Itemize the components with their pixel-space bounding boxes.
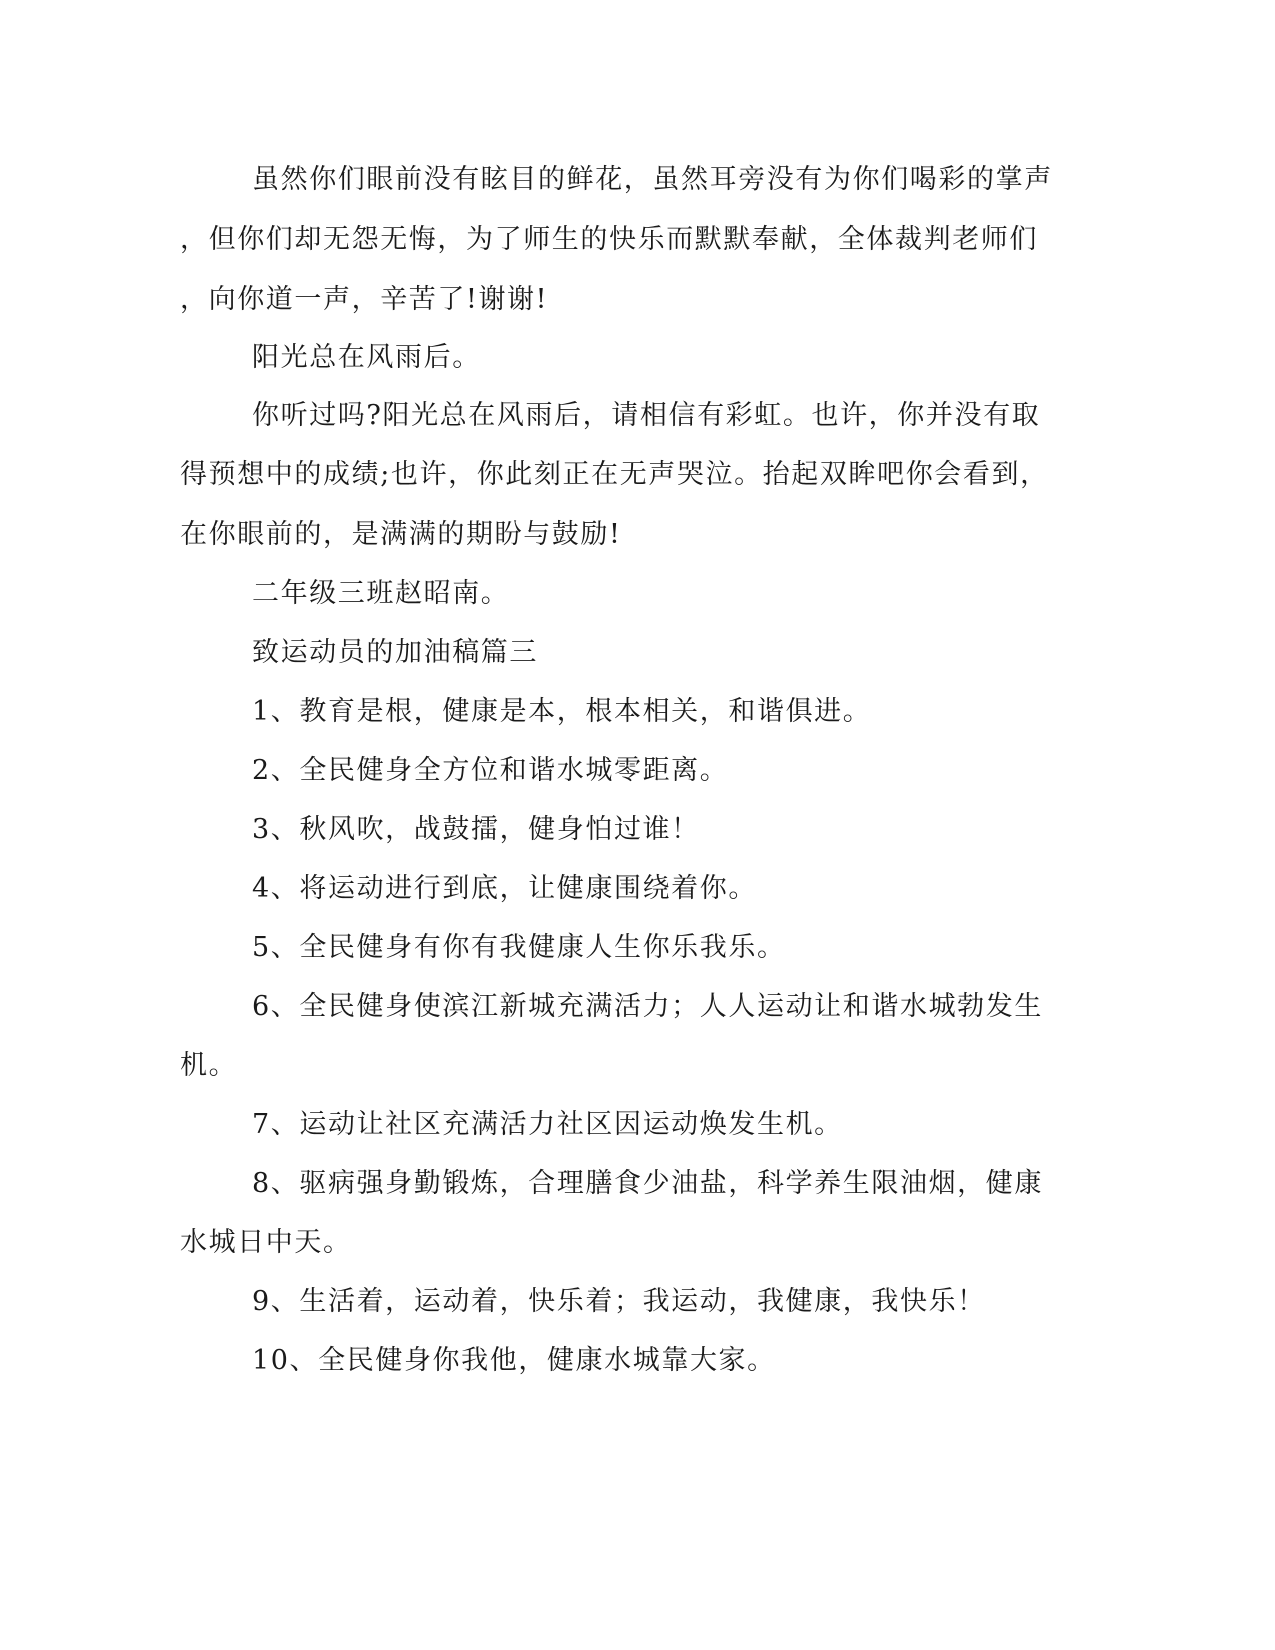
paragraph-line: ，但你们却无怨无悔，为了师生的快乐而默默奉献，全体裁判老师们	[180, 224, 1038, 255]
paragraph-line: 在你眼前的，是满满的期盼与鼓励!	[180, 519, 622, 550]
paragraph-line: 你听过吗?阳光总在风雨后，请相信有彩虹。也许，你并没有取	[252, 400, 1041, 431]
paragraph-line: 阳光总在风雨后。	[252, 342, 481, 373]
list-item: 4、将运动进行到底，让健康围绕着你。	[252, 873, 757, 904]
list-item: 10、全民健身你我他，健康水城靠大家。	[252, 1345, 776, 1376]
paragraph-line: 虽然你们眼前没有眩目的鲜花，虽然耳旁没有为你们喝彩的掌声	[252, 164, 1053, 195]
paragraph-line: 二年级三班赵昭南。	[252, 578, 510, 609]
list-item: 3、秋风吹，战鼓擂，健身怕过谁！	[252, 814, 700, 845]
list-item-continuation: 水城日中天。	[180, 1227, 352, 1258]
list-item: 5、全民健身有你有我健康人生你乐我乐。	[252, 932, 786, 963]
section-heading: 致运动员的加油稿篇三	[252, 637, 538, 668]
list-item: 2、全民健身全方位和谐水城零距离。	[252, 755, 729, 786]
paragraph-line: 得预想中的成绩;也许，你此刻正在无声哭泣。抬起双眸吧你会看到，	[180, 459, 1049, 490]
list-item: 6、全民健身使滨江新城充满活力；人人运动让和谐水城勃发生	[252, 991, 1043, 1022]
list-item: 1、教育是根，健康是本，根本相关，和谐俱进。	[252, 696, 872, 727]
paragraph-line: ，向你道一声，辛苦了!谢谢!	[180, 284, 549, 315]
list-item: 9、生活着，运动着，快乐着；我运动，我健康，我快乐！	[252, 1286, 986, 1317]
list-item: 7、运动让社区充满活力社区因运动焕发生机。	[252, 1109, 843, 1140]
list-item-continuation: 机。	[180, 1050, 238, 1081]
list-item: 8、驱病强身勤锻炼，合理膳食少油盐，科学养生限油烟，健康	[252, 1168, 1043, 1199]
